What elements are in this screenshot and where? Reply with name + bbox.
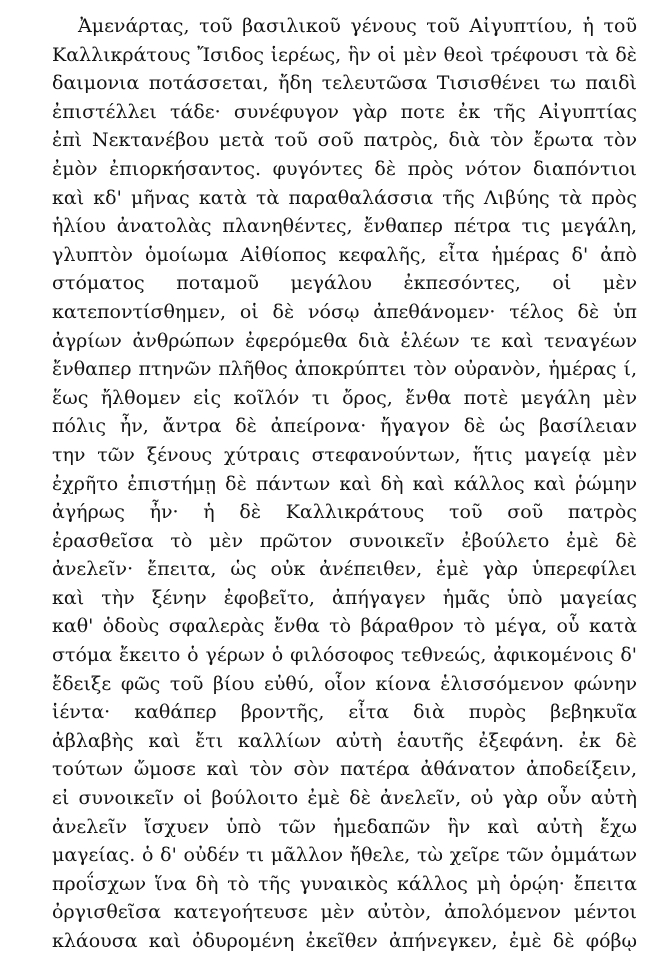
text-line: την τῶν ξένους χύτραις στεφανούντων, ἥτις μαγείᾳ μὲν (52, 443, 637, 466)
text-line: τούτων ὤμοσε καὶ τὸν σὸν πατέρα ἀθάνατον ἀποδείξειν, (52, 758, 637, 781)
text-line: Καλλικράτους Ἴσιδος ἱερέως, ἣν οἱ μὲν θεοὶ τρέφουσι τὰ δὲ (52, 43, 637, 66)
text-line: ἐμὸν ἐπιορκήσαντος. φυγόντες δὲ πρὸς νότον διαπόντιοι (52, 157, 637, 180)
text-line: ἀνελεῖν ἴσχυεν ὑπὸ τῶν ἡμεδαπῶν ἣν καὶ αὐτὴ ἔχω (52, 815, 637, 838)
text-line: ἐπὶ Νεκτανέβου μετὰ τοῦ σοῦ πατρὸς, διὰ τὸν ἔρωτα τὸν (52, 129, 637, 152)
text-line: ἔδειξε φῶς τοῦ βίου εὐθύ, οἷον κίονα ἑλισσόμενον φώνην (52, 672, 637, 695)
text-line: ἕως ἤλθομεν εἰς κοῖλόν τι ὄρος, ἔνθα ποτὲ μεγάλη μὲν (52, 386, 637, 409)
text-line: γλυπτὸν ὁμοίωμα Αἰθίοπος κεφαλῆς, εἶτα ἡμέρας δ' ἀπὸ (52, 243, 637, 266)
text-line: Ἀμενάρτας, τοῦ βασιλικοῦ γένους τοῦ Αἰγυπτίου, ἡ τοῦ (78, 15, 637, 37)
text-line: ἱέντα· καθάπερ βροντῆς, εἶτα διὰ πυρὸς βεβηκυῖα (52, 701, 637, 724)
text-line: ὀργισθεῖσα κατεγοήτευσε μὲν αὐτὸν, ἀπολόμενον μέντοι (52, 901, 637, 924)
text-line: ἀγήρως ἦν· ἡ δὲ Καλλικράτους τοῦ σοῦ πατρὸς (52, 501, 637, 524)
text-line: μαγείας. ὁ δ' οὐδέν τι μᾶλλον ἤθελε, τὼ χεῖρε τῶν ὀμμάτων (52, 844, 637, 867)
text-line: ἡλίου ἀνατολὰς πλανηθέντες, ἔνθαπερ πέτρα τις μεγάλη, (52, 215, 637, 238)
text-line: καὶ τὴν ξένην ἐφοβεῖτο, ἀπήγαγεν ἡμᾶς ὑπὸ μαγείας (52, 586, 637, 609)
text-line: ἀνελεῖν· ἔπειτα, ὡς οὐκ ἀνέπειθεν, ἐμὲ γὰρ ὑπερεφίλει (52, 558, 637, 581)
text-line: ἐπιστέλλει τάδε· συνέφυγον γὰρ ποτε ἐκ τῆς Αἰγυπτίας (52, 100, 637, 123)
text-line: ἀγρίων ἀνθρώπων ἐφερόμεθα διὰ ἑλέων τε καὶ τεναγέων (52, 329, 637, 352)
text-line: καθ' ὁδοὺς σφαλερὰς ἔνθα τὸ βάραθρον τὸ μέγα, οὗ κατὰ (52, 615, 637, 638)
text-line: ἔνθαπερ πτηνῶν πλῆθος ἀποκρύπτει τὸν οὐρανὸν, ἡμέρας ί, (52, 358, 637, 381)
text-line: ἀβλαβὴς καὶ ἔτι καλλίων αὐτὴ ἑαυτῆς ἐξεφάνη. ἐκ δὲ (52, 729, 637, 752)
text-line: εἰ συνοικεῖν οἱ βούλοιτο ἐμὲ δὲ ἀνελεῖν, οὐ γὰρ οὖν αὐτὴ (52, 787, 637, 810)
greek-text-body (52, 12, 637, 956)
text-line: πόλις ἦν, ἄντρα δὲ ἀπείρονα· ἤγαγον δὲ ὡς βασίλειαν (52, 415, 637, 438)
text-line: καὶ κδ' μῆνας κατὰ τὰ παραθαλάσσια τῆς Λιβύης τὰ πρὸς (52, 186, 637, 209)
text-line: δαιμονια ποτάσσεται, ἤδη τελευτῶσα Τισισθένει τω παιδὶ (52, 72, 637, 95)
text-line: στόματος ποταμοῦ μεγάλου ἐκπεσόντες, οἱ μὲν (52, 272, 637, 295)
text-line: ἐχρῆτο ἐπιστήμῃ δὲ πάντων καὶ δὴ καὶ κάλλος καὶ ῥώμην (52, 472, 637, 495)
text-line: προΐσχων ἵνα δὴ τὸ τῆς γυναικὸς κάλλος μὴ ὁρῴη· ἔπειτα (52, 872, 637, 895)
text-line: ἐρασθεῖσα τὸ μὲν πρῶτον συνοικεῖν ἐβούλετο ἐμὲ δὲ (52, 529, 637, 552)
text-line: στόμα ἔκειτο ὁ γέρων ὁ φιλόσοφος τεθνεώς, ἀφικομένοις δ' (52, 644, 637, 667)
text-line: κλάουσα καὶ ὀδυρομένη ἐκεῖθεν ἀπήνεγκεν, ἐμὲ δὲ φόβῳ (52, 930, 637, 952)
text-line: κατεποντίσθημεν, οἱ δὲ νόσῳ ἀπεθάνομεν· τέλος δὲ ὑπ (52, 300, 637, 323)
